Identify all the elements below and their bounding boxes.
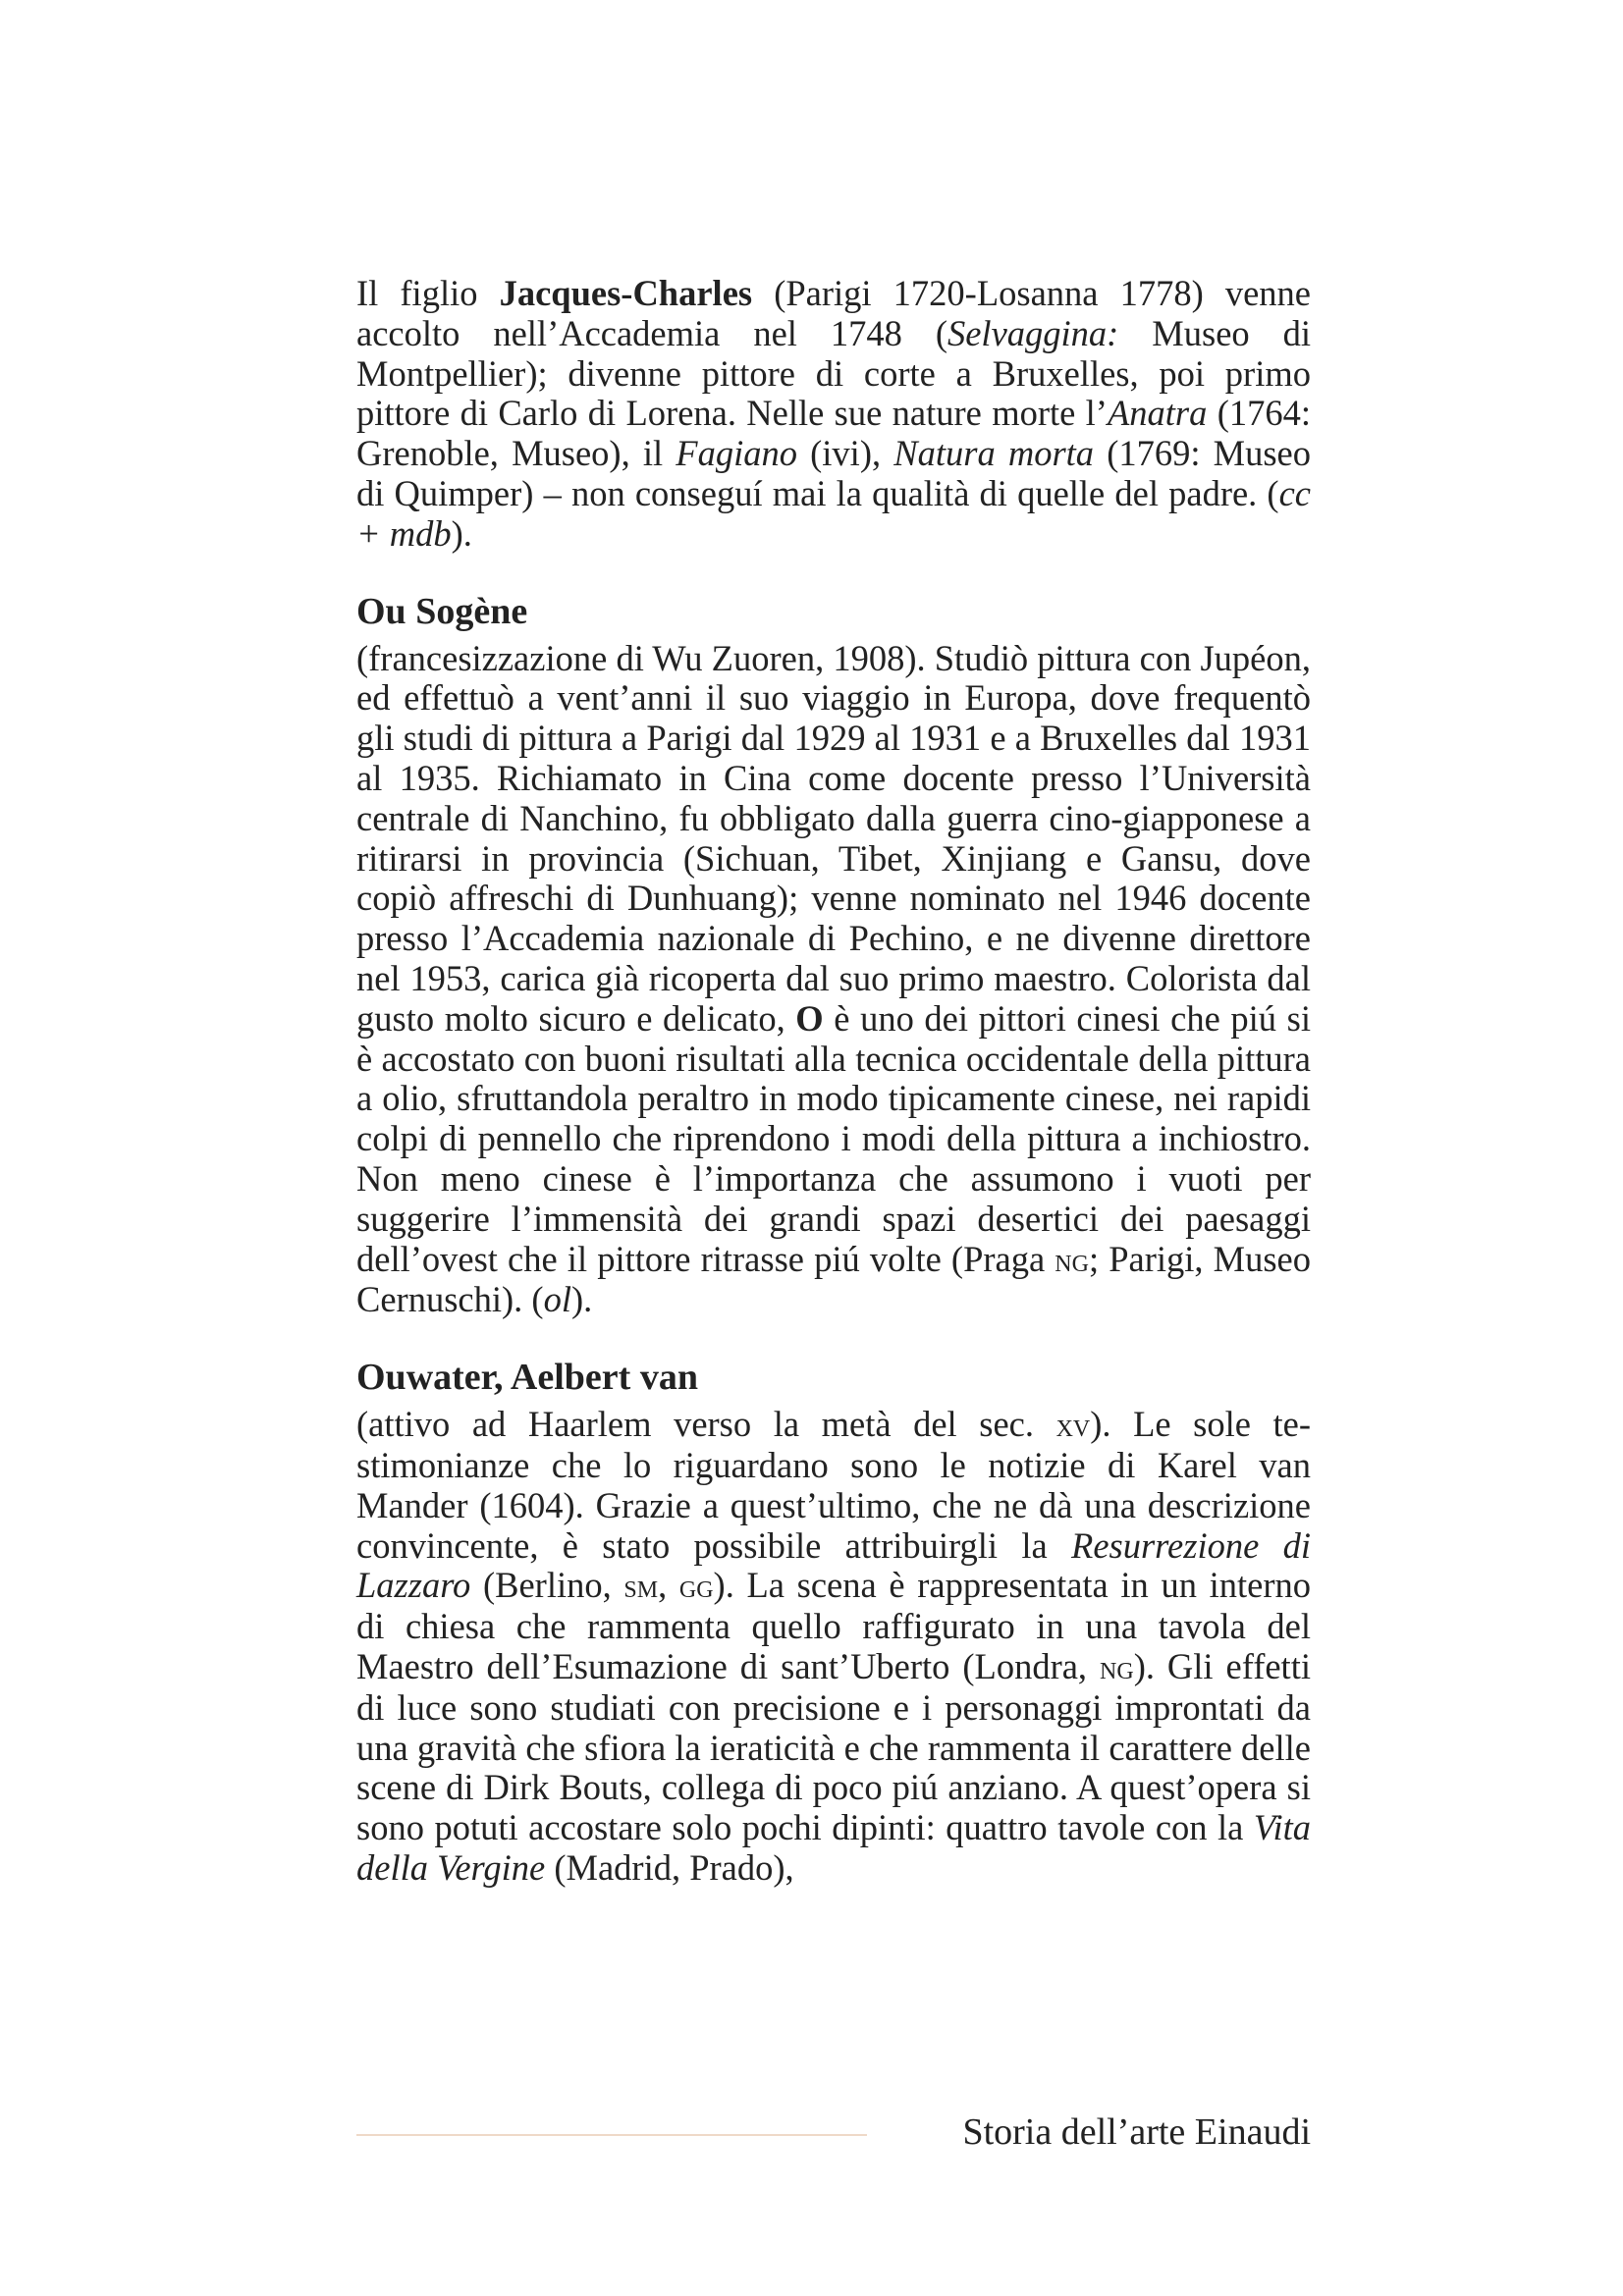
name-bold: Jacques-Charles: [499, 273, 753, 313]
abbreviation: ng: [1055, 1241, 1089, 1279]
footer-title: Storia dell’arte Einaudi: [962, 2111, 1311, 2153]
abbreviation: gg: [678, 1568, 714, 1606]
text-run: ).: [451, 512, 472, 554]
text-run: (Parigi 1720-Losanna 1778) venne accolto nell’Accademia nel 1748 (: [356, 273, 1311, 353]
paragraph-ou-sogene: [356, 639, 1311, 1321]
entry-title-ouwater: Ouwater, Aelbert van: [356, 1357, 698, 1399]
work-title: Anatra: [1107, 393, 1208, 434]
abbreviation: sm: [623, 1568, 659, 1606]
text-run: ). Gli effetti di luce sono studiati con precisione e i personaggi improntati da una gravità che sfiora la ieraticità e che rammenta il carattere delle scene di Dirk Bouts, collega di poco piú anziano. A quest’opera si sono potuti accostare solo pochi dipinti: quattro tavole con la: [356, 1645, 1311, 1848]
work-title: Selvaggina:: [947, 312, 1119, 353]
text-run: ). La scena è rappresentata in un interno di chiesa che rammenta quello raffigurato in una tavola del Maestro dell’Esumazione di sant’Uberto (Londra,: [356, 1565, 1312, 1686]
text-run: Museo di Montpellier); divenne pittore di corte a Bruxelles, poi primo pittore di Carlo di Lorena. Nelle sue nature morte l’: [356, 312, 1311, 434]
paragraph-ouwater: [356, 1405, 1311, 1889]
footer-rule: [356, 2134, 867, 2136]
author-initials: cc + mdb: [356, 472, 1311, 554]
text-run: ). Le sole testimonianze che lo riguardano sono le notizie di Karel van Mander (1604). Grazie a quest’ultimo, che ne dà una descrizione convincente, è stato possibile attribuirgli la: [356, 1404, 1311, 1566]
text-run: (1769: Museo di Quimper) – non conseguí mai la qualità di quelle del padre. (: [356, 433, 1311, 513]
paragraph-jacques-charles: [356, 274, 1311, 555]
text-run: ,: [658, 1565, 679, 1606]
text-run: (attivo ad Haarlem verso la metà del sec.: [356, 1404, 1056, 1445]
text-run: (ivi),: [796, 433, 894, 474]
name-bold: O: [795, 997, 824, 1039]
abbreviation: xv: [1055, 1407, 1091, 1445]
author-initials: ol: [543, 1279, 571, 1320]
text-run: (1764: Grenoble, Museo), il: [356, 393, 1312, 474]
page-footer: [356, 2109, 1311, 2156]
text-run: (francesizzazione di Wu Zuoren, 1908). Studiò pittura con Jupéon, ed effettuò a vent’anni il suo viaggio in Europa, dove frequentò gli studi di pittura a Parigi dal 1929 al 1931 e a Bruxelles dal 1931 al 1935. Richiamato in Cina come docente presso l’Università centrale di Nanchino, fu obbligato dalla guerra cino-giapponese a ritirarsi in provincia (Sichuan, Tibet, Xinjiang e Gansu, dove copiò affreschi di Dunhuang); venne nominato nel 1946 docente presso l’Accademia nazionale di Pechino, e ne divenne direttore nel 1953, carica già ricoperta dal suo primo maestro. Colorista dal gusto molto sicuro e delicato,: [356, 637, 1311, 1039]
work-title: Fagiano: [676, 433, 797, 474]
work-title: Resurrezione di Lazzaro: [356, 1524, 1311, 1606]
text-run: (Madrid, Prado),: [545, 1846, 794, 1888]
text-run: (Berlino,: [470, 1565, 624, 1606]
entry-title-ou-sogene: Ou Sogène: [356, 590, 528, 632]
text-run: è uno dei pittori cinesi che piú si è accostato con buoni risultati alla tecnica occidentale della pittura a olio, sfruttandola peraltro in modo tipicamente cinese, nei rapidi colpi di pennello che riprendono i modi della pittura a inchiostro. Non meno cinese è l’importanza che assumono i vuoti per suggerire l’immensità dei grandi spazi desertici dei paesaggi dell’ovest che il pittore ritrasse piú volte (Praga: [356, 997, 1311, 1279]
text-run: ).: [570, 1279, 593, 1320]
work-title: Natura morta: [893, 433, 1095, 474]
text-run: Il figlio: [356, 273, 500, 313]
page-content: [356, 274, 1311, 1889]
work-title: Vita della Vergine: [356, 1807, 1311, 1888]
text-run: ; Parigi, Museo Cernuschi). (: [356, 1238, 1311, 1320]
abbreviation: ng: [1100, 1648, 1134, 1686]
